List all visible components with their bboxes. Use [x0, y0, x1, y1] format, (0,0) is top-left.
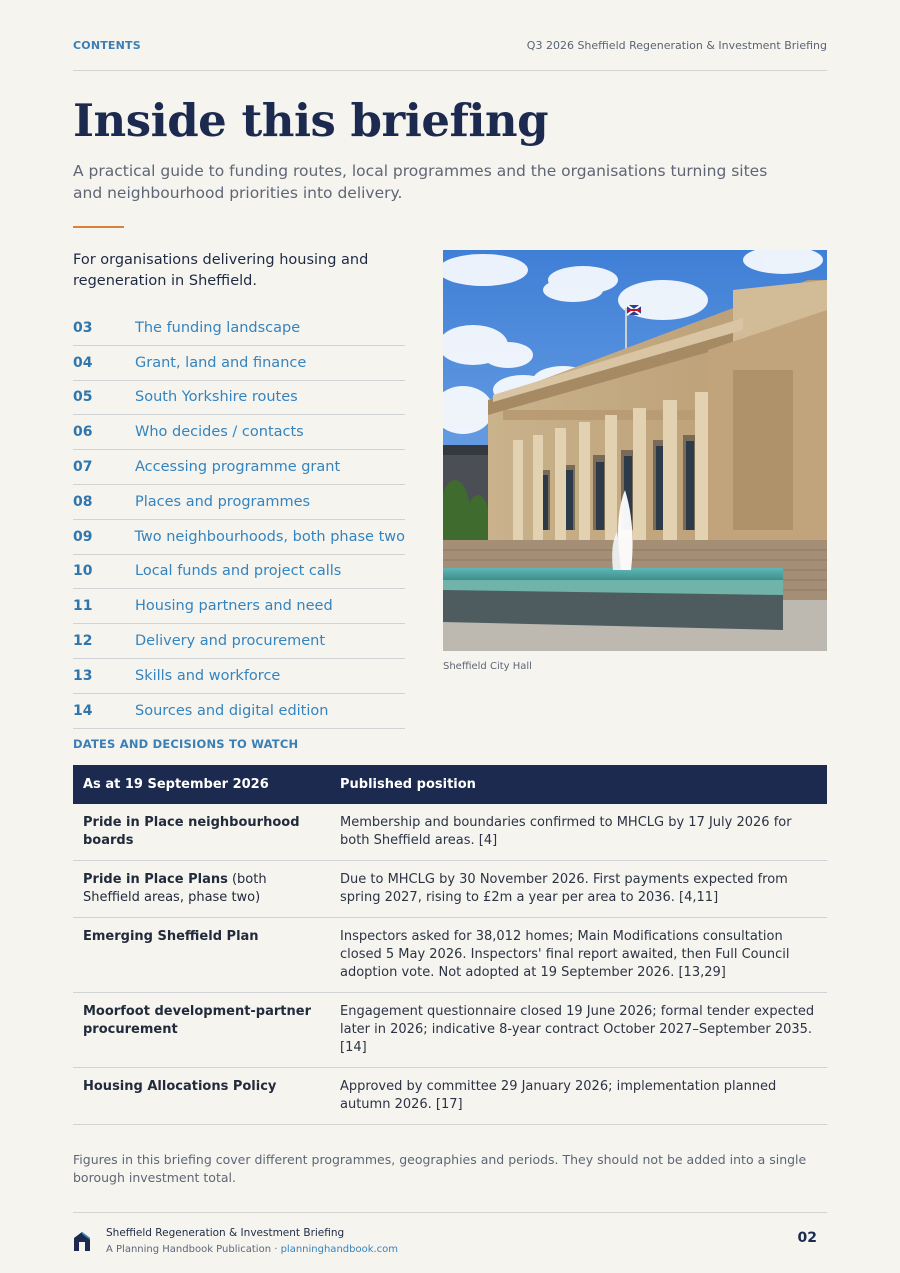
column-header: Published position — [330, 765, 827, 804]
footnote: Figures in this briefing cover different programmes, geographies and periods. They should not be added into a single borough investment total. — [73, 1152, 807, 1185]
toc-entry[interactable] — [73, 346, 405, 381]
table-row — [73, 993, 827, 1068]
toc-entry[interactable] — [73, 659, 405, 694]
table-cell-item — [73, 861, 330, 918]
toc-page-number: 10 — [73, 563, 93, 580]
toc-entry[interactable] — [73, 311, 405, 346]
toc-entry[interactable] — [73, 624, 405, 659]
table-row — [73, 804, 827, 861]
toc-link[interactable]: Sources and digital edition — [135, 702, 329, 719]
table-of-contents — [73, 311, 405, 729]
dates-heading: DATES AND DECISIONS TO WATCH — [73, 737, 299, 751]
accent-divider — [73, 226, 124, 228]
table-row — [73, 861, 827, 918]
page — [73, 0, 827, 1273]
toc-entry[interactable] — [73, 485, 405, 520]
toc-page-number: 05 — [73, 389, 93, 406]
item-name: Housing Allocations Policy — [83, 1079, 277, 1094]
table-header-row — [73, 765, 827, 804]
table-cell-position: Engagement questionnaire closed 19 June 2026; formal tender expected later in 2026; indicative 8-year contract October 2027–September 2035. [14] — [330, 993, 827, 1068]
table-cell-position: Membership and boundaries confirmed to MHCLG by 17 July 2026 for both Sheffield areas. [4] — [330, 804, 827, 861]
toc-page-number: 09 — [73, 528, 93, 545]
header-divider — [73, 70, 827, 71]
toc-link[interactable]: Accessing programme grant — [135, 459, 341, 476]
table-cell-position: Approved by committee 29 January 2026; implementation planned autumn 2026. [17] — [330, 1068, 827, 1125]
toc-page-number: 12 — [73, 633, 93, 650]
toc-link[interactable]: Local funds and project calls — [135, 563, 342, 580]
toc-link[interactable]: Grant, land and finance — [135, 354, 307, 371]
toc-page-number: 08 — [73, 493, 93, 510]
page-number: 02 — [797, 1230, 817, 1246]
table-cell-item — [73, 918, 330, 993]
toc-page-number: 11 — [73, 598, 93, 615]
running-head — [73, 39, 827, 53]
toc-page-number: 06 — [73, 424, 93, 441]
publisher-logo-icon — [73, 1231, 91, 1251]
toc-entry[interactable] — [73, 555, 405, 590]
toc-page-number: 03 — [73, 319, 93, 336]
toc-page-number: 14 — [73, 702, 93, 719]
briefing-label: Q3 2026 Sheffield Regeneration & Investment Briefing — [526, 39, 827, 52]
publisher-link[interactable]: planninghandbook.com — [280, 1244, 399, 1255]
toc-link[interactable]: Two neighbourhoods, both phase two — [134, 528, 405, 545]
table-cell-position: Due to MHCLG by 30 November 2026. First payments expected from spring 2027, rising to £2m a year per area to 2036. [4,11] — [330, 861, 827, 918]
city-hall-photo — [443, 250, 827, 651]
item-qualifier: (both Sheffield areas, phase two) — [83, 872, 267, 905]
table-row — [73, 918, 827, 993]
toc-page-number: 07 — [73, 459, 93, 476]
toc-link[interactable]: The funding landscape — [135, 319, 301, 336]
toc-link[interactable]: Who decides / contacts — [135, 424, 304, 441]
table-cell-item — [73, 804, 330, 861]
item-name: Pride in Place neighbourhood boards — [83, 815, 300, 848]
toc-entry[interactable] — [73, 450, 405, 485]
page-subtitle: A practical guide to funding routes, local programmes and the organisations turning sites and neighbourhood priorities into delivery. — [73, 162, 768, 202]
table-row — [73, 1068, 827, 1125]
intro-text: For organisations delivering housing and regeneration in Sheffield. — [73, 252, 369, 289]
table-cell-item — [73, 993, 330, 1068]
item-name: Pride in Place Plans — [83, 872, 228, 887]
table-cell-item — [73, 1068, 330, 1125]
table-cell-position: Inspectors asked for 38,012 homes; Main Modifications consultation closed 5 May 2026. Inspectors' final report awaited, then Full Council adoption vote. Not adopted at 19 September 2026. [13,29] — [330, 918, 827, 993]
page-title: Inside this briefing — [73, 94, 549, 147]
footer-publisher-line — [106, 1244, 398, 1255]
toc-link[interactable]: Housing partners and need — [135, 598, 333, 615]
toc-entry[interactable] — [73, 381, 405, 416]
footer-publication-title: Sheffield Regeneration & Investment Briefing — [106, 1227, 345, 1239]
toc-page-number: 13 — [73, 667, 93, 684]
section-label: CONTENTS — [73, 39, 141, 52]
toc-link[interactable]: Skills and workforce — [135, 667, 281, 684]
toc-link[interactable]: Delivery and procurement — [135, 633, 326, 650]
toc-entry[interactable] — [73, 415, 405, 450]
toc-link[interactable]: Places and programmes — [135, 493, 311, 510]
toc-entry[interactable] — [73, 520, 405, 555]
dates-table — [73, 765, 827, 1125]
toc-entry[interactable] — [73, 694, 405, 729]
photo-caption: Sheffield City Hall — [443, 661, 532, 672]
item-name: Emerging Sheffield Plan — [83, 929, 259, 944]
toc-link[interactable]: South Yorkshire routes — [135, 389, 298, 406]
toc-page-number: 04 — [73, 354, 93, 371]
footer-divider — [73, 1212, 827, 1213]
publisher-name: A Planning Handbook Publication · — [106, 1244, 281, 1255]
item-name: Moorfoot development-partner procurement — [83, 1004, 311, 1037]
column-header: As at 19 September 2026 — [73, 765, 330, 804]
toc-entry[interactable] — [73, 589, 405, 624]
